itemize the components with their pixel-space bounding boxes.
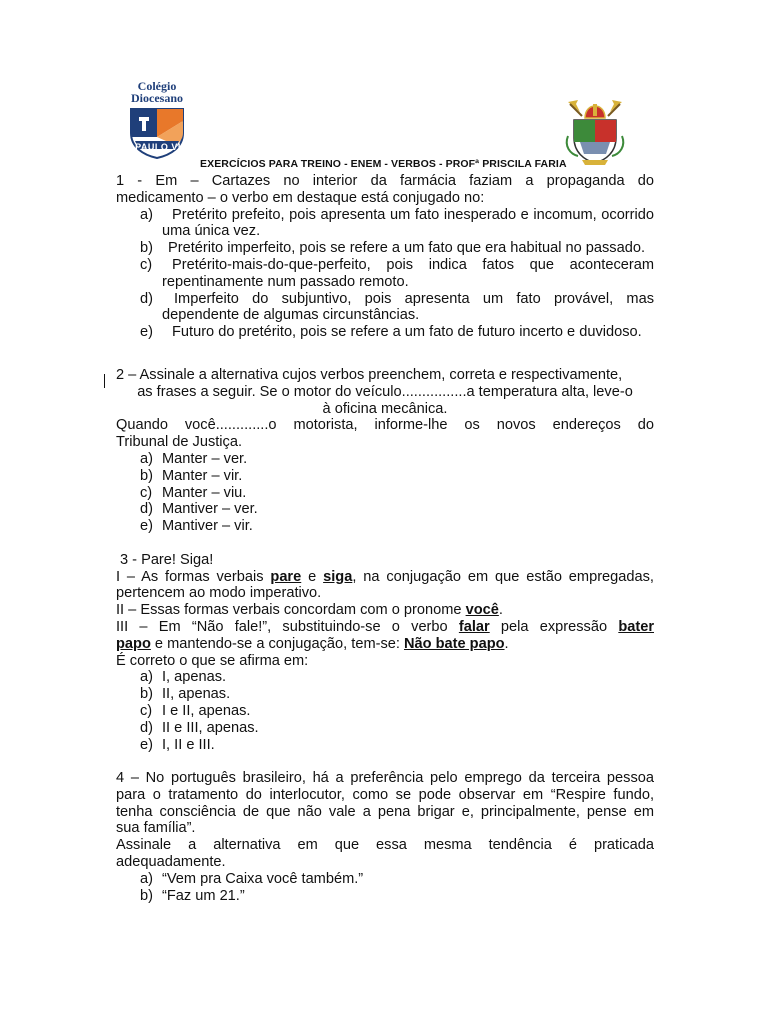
q2-stem-line3: à oficina mecânica.	[322, 400, 448, 417]
option-letter: b)	[140, 467, 153, 484]
q1-option-b	[116, 240, 654, 257]
page-title: EXERCÍCIOS PARA TREINO - ENEM - VERBOS - PROFª PRISCILA FARIA	[200, 158, 567, 170]
q3-option-a	[116, 669, 654, 686]
q4-stem-line5: Assinale a alternativa em que essa mesma tendência é praticada	[116, 837, 654, 854]
q4-stem-line1: 4 – No português brasileiro, há a preferência pelo emprego da terceira pessoa	[116, 770, 654, 787]
option-text: I e II, apenas.	[162, 702, 251, 719]
q2-option-e	[116, 518, 654, 535]
q3-option-b	[116, 686, 654, 703]
text-run: e mantendo-se a conjugação, tem-se:	[150, 635, 404, 652]
q1-option-d	[116, 291, 654, 325]
highlight-word: pare	[270, 568, 302, 585]
q3-prompt: É correto o que se afirma em:	[116, 652, 309, 669]
q4-stem-line3: tenha consciência de que não vale a pena brigar e, principalmente, pense em	[116, 803, 654, 820]
option-text: “Faz um 21.”	[162, 887, 245, 904]
q2-option-b	[116, 468, 654, 485]
q1-stem-line1: 1 - Em – Cartazes no interior da farmácia faziam a propaganda do	[116, 173, 654, 189]
highlight-word: você	[465, 602, 499, 619]
text-run: III – Em “Não fale!”, substituindo-se o verbo	[116, 618, 459, 635]
q2-stem-line2: as frases a seguir. Se o motor do veículo................a temperatura alta, leve-o	[137, 383, 633, 400]
option-text: Manter – vir.	[162, 467, 243, 484]
text-run: .	[498, 602, 503, 619]
q3-statement-i-line2: pertencem ao modo imperativo.	[116, 585, 322, 602]
option-text: Pretérito imperfeito, pois se refere a um fato que era habitual no passado.	[168, 240, 646, 257]
option-letter: c)	[140, 702, 153, 719]
option-letter: c)	[140, 484, 153, 501]
option-text: Manter – viu.	[162, 484, 247, 501]
q1-stem-line2: medicamento – o verbo em destaque está conjugado no:	[116, 189, 485, 206]
q2-stem-line1: 2 – Assinale a alternativa cujos verbos preenchem, correta e respectivamente,	[116, 366, 623, 383]
option-text: I, apenas.	[162, 669, 227, 686]
question-2	[116, 367, 654, 535]
text-run: pela expressão	[489, 618, 619, 635]
q2-option-c	[116, 485, 654, 502]
option-letter: d)	[140, 290, 153, 307]
option-letter: c)	[140, 256, 153, 273]
option-letter: a)	[140, 206, 153, 223]
text-run: I – As formas verbais	[116, 568, 271, 585]
option-text: Pretérito prefeito, pois apresenta um fato inesperado e incomum, ocorrido uma única vez.	[162, 206, 654, 240]
q1-option-a	[116, 207, 654, 241]
exercise-content	[116, 173, 654, 904]
q3-statement-ii	[116, 602, 654, 619]
q3-option-e	[116, 737, 654, 754]
text-run: e	[301, 568, 324, 585]
q2-option-a	[116, 451, 654, 468]
option-letter: b)	[140, 887, 153, 904]
q4-option-a	[116, 871, 654, 888]
q1-option-e	[116, 324, 654, 341]
option-text: I, II e III.	[162, 736, 215, 753]
option-text: Manter – ver.	[162, 450, 248, 467]
q2-option-d	[116, 501, 654, 518]
q2-stem-line5: Tribunal de Justiça.	[116, 434, 242, 451]
q3-title: 3 - Pare! Siga!	[120, 551, 214, 568]
text-run: , na conjugação em que estão empregadas,	[352, 568, 654, 585]
school-name-line1: Colégio	[137, 79, 177, 93]
highlight-word: Não bate papo	[403, 635, 505, 652]
q3-option-d	[116, 720, 654, 737]
q3-statement-iii-line2	[116, 636, 654, 653]
q4-stem-line2: para o tratamento do interlocutor, como se pode observar em “Respire fundo,	[116, 786, 654, 803]
option-text: Pretérito-mais-do-que-perfeito, pois indica fatos que aconteceram repentinamente num passado remoto.	[162, 256, 654, 290]
option-letter: a)	[140, 669, 153, 686]
school-logo	[124, 80, 190, 160]
q3-statement-i	[116, 569, 654, 586]
option-text: Mantiver – ver.	[162, 501, 258, 518]
highlight-word: siga	[323, 568, 353, 585]
q3-statement-iii	[116, 619, 654, 636]
option-text: II e III, apenas.	[162, 719, 259, 736]
question-4	[116, 770, 654, 904]
q4-stem-line6: adequadamente.	[116, 854, 226, 871]
text-run: .	[504, 635, 509, 652]
school-name-line2: Diocesano	[131, 91, 183, 105]
highlight-word: falar	[458, 618, 490, 635]
q4-option-b	[116, 888, 654, 905]
option-letter: e)	[140, 736, 153, 753]
option-text: Futuro do pretérito, pois se refere a um fato de futuro incerto e duvidoso.	[172, 324, 642, 341]
option-letter: b)	[140, 240, 153, 257]
option-text: “Vem pra Caixa você também.”	[162, 870, 364, 887]
option-letter: e)	[140, 324, 153, 341]
option-letter: d)	[140, 501, 153, 518]
q2-stem-line4: Quando você.............o motorista, informe-lhe os novos endereços do	[116, 417, 654, 434]
option-letter: a)	[140, 870, 153, 887]
coat-of-arms-icon	[560, 96, 630, 166]
option-text: Imperfeito do subjuntivo, pois apresenta um fato provável, mas dependente de algumas circunstâncias.	[162, 290, 654, 324]
text-cursor	[104, 374, 105, 388]
school-shield-text: PAULO VI	[135, 142, 181, 152]
q1-option-c	[116, 257, 654, 291]
option-text: II, apenas.	[162, 686, 231, 703]
question-3	[116, 552, 654, 754]
option-text: Mantiver – vir.	[162, 518, 253, 535]
text-run: II – Essas formas verbais concordam com o pronome	[116, 602, 466, 619]
q4-stem-line4: sua família”.	[116, 820, 196, 837]
diocese-coat-of-arms	[560, 96, 630, 166]
highlight-word: papo	[116, 635, 151, 652]
highlight-word: bater	[618, 618, 654, 635]
question-1	[116, 173, 654, 341]
option-letter: d)	[140, 719, 153, 736]
option-letter: a)	[140, 450, 153, 467]
option-letter: b)	[140, 686, 153, 703]
option-letter: e)	[140, 518, 153, 535]
q3-option-c	[116, 703, 654, 720]
